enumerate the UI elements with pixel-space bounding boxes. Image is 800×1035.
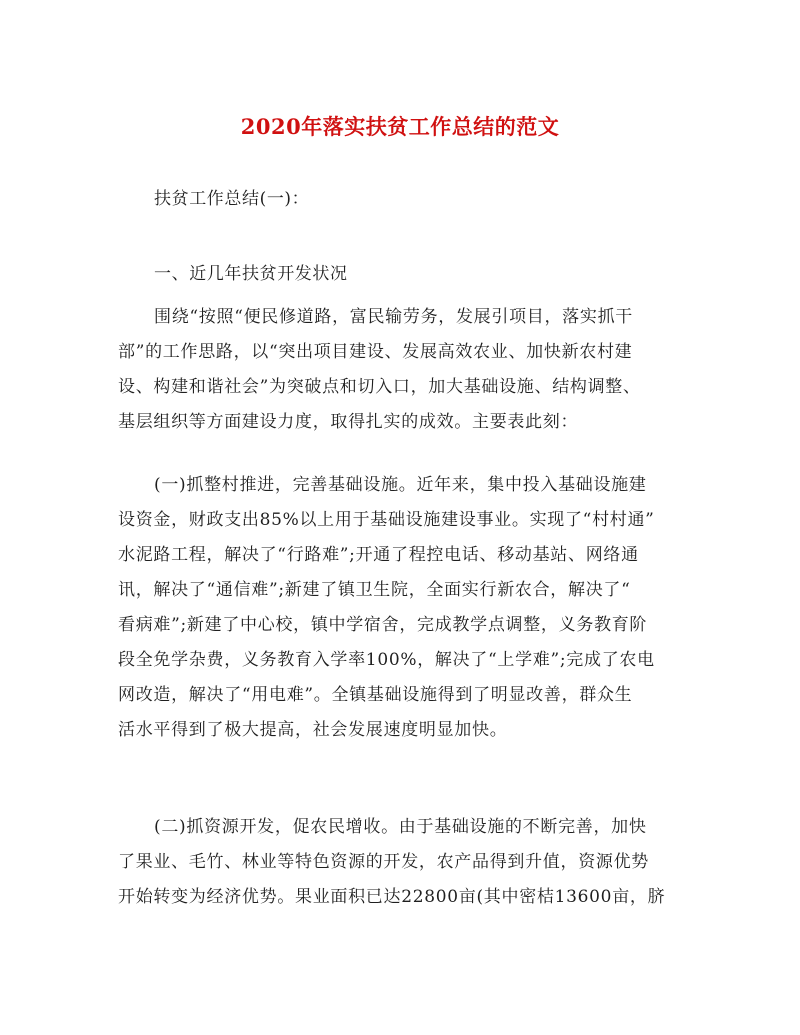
paragraph-line: 设资金，财政支出85%以上用于基础设施建设事业。实现了“村村通” <box>118 510 655 530</box>
document-subtitle: 扶贫工作总结(一)： <box>154 189 310 209</box>
paragraph-3 <box>118 810 688 915</box>
section-heading: 一、近几年扶贫开发状况 <box>154 264 348 284</box>
paragraph-line: 水泥路工程，解决了“行路难”;开通了程控电话、移动基站、网络通 <box>118 545 639 565</box>
paragraph-line: (二)抓资源开发，促农民增收。由于基础设施的不断完善，加快 <box>154 817 647 837</box>
paragraph-line: (一)抓整村推进，完善基础设施。近年来，集中投入基础设施建 <box>154 475 647 495</box>
paragraph-line: 开始转变为经济优势。果业面积已达22800亩(其中密桔13600亩，脐 <box>118 887 666 907</box>
paragraph-2 <box>118 468 688 748</box>
paragraph-line: 段全免学杂费，义务教育入学率100%，解决了“上学难”;完成了农电 <box>118 650 655 670</box>
paragraph-line: 讯，解决了“通信难”;新建了镇卫生院，全面实行新农合，解决了“ <box>118 580 631 600</box>
paragraph-line: 活水平得到了极大提高，社会发展速度明显加快。 <box>118 720 508 740</box>
paragraph-line: 部”的工作思路，以“突出项目建设、发展高效农业、加快新农村建 <box>118 342 633 362</box>
document-title: 2020年落实扶贫工作总结的范文 <box>240 114 560 139</box>
paragraph-line: 了果业、毛竹、林业等特色资源的开发，农产品得到升值，资源优势 <box>118 852 649 872</box>
paragraph-line: 看病难”;新建了中心校，镇中学宿舍，完成教学点调整，义务教育阶 <box>118 615 648 635</box>
paragraph-line: 围绕“按照“便民修道路，富民输劳务，发展引项目，落实抓干 <box>154 307 633 327</box>
paragraph-line: 设、构建和谐社会”为突破点和切入口，加大基础设施、结构调整、 <box>118 377 641 397</box>
paragraph-1 <box>118 300 688 440</box>
paragraph-line: 网改造，解决了“用电难”。全镇基础设施得到了明显改善，群众生 <box>118 685 633 705</box>
paragraph-line: 基层组织等方面建设力度，取得扎实的成效。主要表此刻： <box>118 412 579 432</box>
